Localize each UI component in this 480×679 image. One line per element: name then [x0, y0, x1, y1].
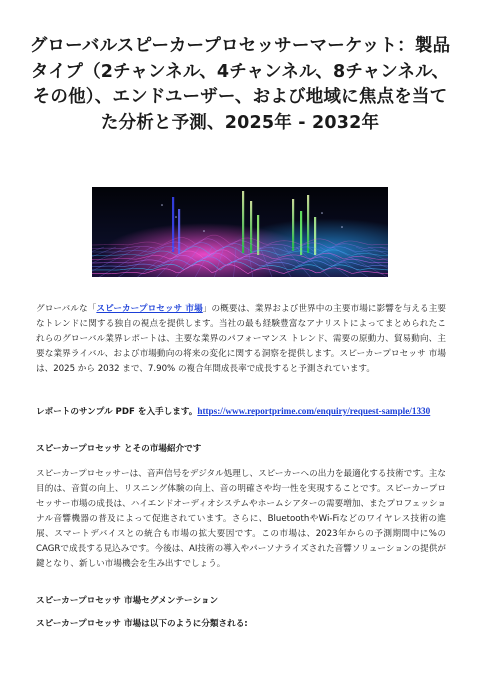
intro-paragraph: グローバルな「スピーカープロセッサ 市場」の概要は、業界および世界中の主要市場に影響を与える主要なトレンドに関する独自の視点を提供します。当社の最も経験豊富なアナリストによってまとめられたこれらのグローバル業界レポートは、主要な業界のパフォーマンス トレンド、需要の原動力、貿易動向、主要な業界ライバル、および市場動向の将来の変化に関する洞察を提供します。スピーカープロセッサ 市場は、2025 から 2032 まで、7.90% の複合年間成長率で成長すると予測されています。 [36, 304, 446, 374]
hero-light-bar [242, 191, 244, 253]
hero-light-bar [250, 201, 252, 253]
hero-light-bar [178, 209, 180, 254]
introduction-paragraph: スピーカープロセッサーは、音声信号をデジタル処理し、スピーカーへの出力を最適化する技術です。主な目的は、音質の向上、リスニング体験の向上、音の明確さや均一性を実現することです。スピーカープロセッサー市場の成長は、ハイエンドオーディオシステムやホームシアターの需要増加、またプロフェッショナル音響機器の普及によって促進されています。さらに、BluetoothやWi-Fiなどのワイヤレス技術の進展、スマートデバイスとの統合も市場の拡大要因です。この市場は、2023年からの予測期間中に%のCAGRで成長する見込みです。今後は、AI技術の導入やパーソナライズされた音響ソリューションの提供が鍵となり、新しい市場機会を生み出すでしょう。 [36, 469, 446, 569]
hero-light-bar [257, 215, 259, 255]
section-heading-classification: スピーカープロセッサ 市場は以下のように分類される: [36, 619, 248, 629]
section-heading-segmentation: スピーカープロセッサ 市場セグメンテーション [36, 596, 219, 606]
sample-request-link[interactable]: https://www.reportprime.com/enquiry/request-sample/1330 [197, 406, 431, 416]
hero-light-bar [292, 199, 294, 251]
hero-light-bar [307, 195, 309, 253]
hero-light-bar [314, 217, 316, 255]
sample-request-line: レポートのサンプル PDF を入手します。https://www.reportprime.com/enquiry/request-sample/1330 [36, 406, 431, 417]
hero-light-bar [172, 197, 174, 252]
document-title: グローバルスピーカープロセッサーマーケット：製品タイプ（2チャンネル、4チャンネル、8チャンネル、その他）、エンドユーザー、および地域に焦点を当てた分析と予測、2025年 - 2032年 [29, 36, 451, 133]
market-link[interactable]: スピーカープロセッサ 市場 [96, 304, 203, 314]
section-heading-introduction: スピーカープロセッサ とその市場紹介です [36, 444, 202, 454]
hero-light-bar [300, 211, 302, 255]
hero-image-audio-waveform [92, 187, 388, 277]
